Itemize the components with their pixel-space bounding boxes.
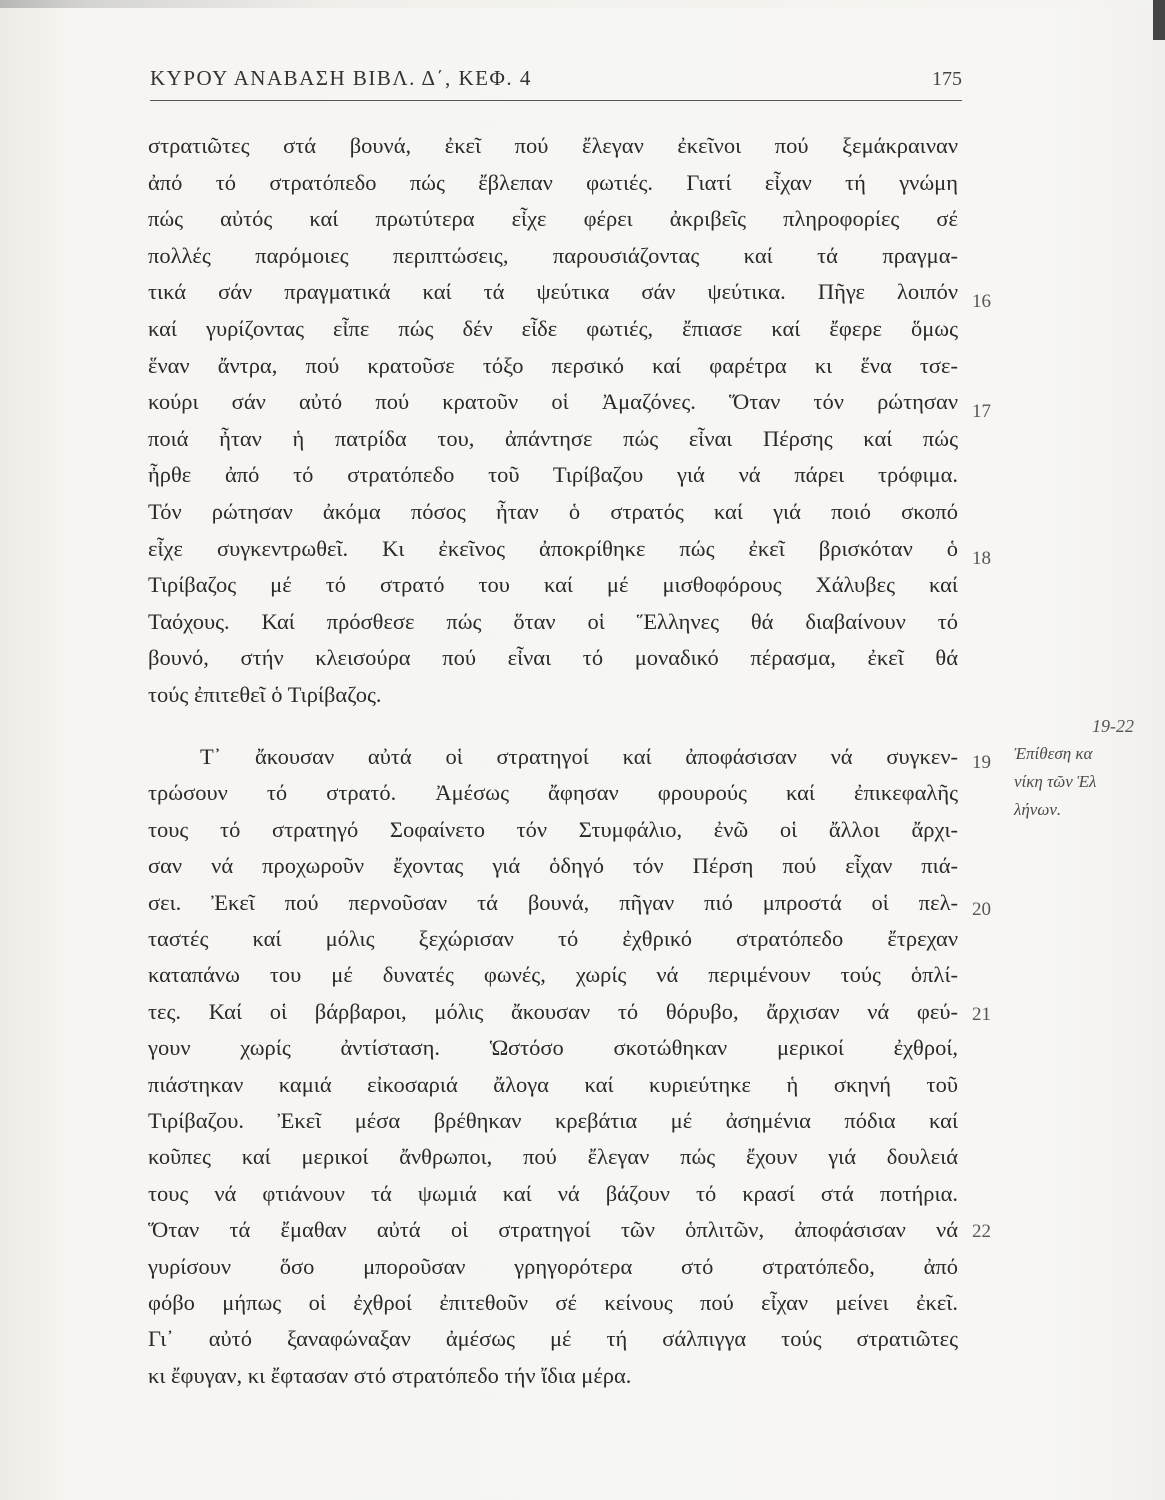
text-line: σαν νά προχωροῦν ἔχοντας γιά ὁδηγό τόν Πέρση πού εἶχαν πιά- xyxy=(148,853,958,879)
side-note-line: λήνων. xyxy=(1014,800,1062,819)
text-line: καί γυρίζοντας εἶπε πώς δέν εἶδε φωτιές, ἔπιασε καί ἔφερε ὅμως xyxy=(148,316,958,341)
section-number: 18 xyxy=(972,548,991,569)
section-number: 16 xyxy=(972,291,991,312)
text-line: βουνό, στήν κλεισούρα πού εἶναι τό μοναδικό πέρασμα, ἐκεῖ θά xyxy=(148,645,958,671)
text-line: γυρίσουν ὅσο μποροῦσαν γρηγορότερα στό στρατόπεδο, ἀπό xyxy=(148,1253,958,1279)
text-line: τες. Καί οἱ βάρβαροι, μόλις ἄκουσαν τό θόρυβο, ἄρχισαν νά φεύ- xyxy=(148,998,958,1024)
text-line: Τόν ρώτησαν ἀκόμα πόσος ἦταν ὁ στρατός καί γιά ποιό σκοπό xyxy=(148,499,958,524)
section-number: 21 xyxy=(972,1004,991,1025)
text-line: τούς ἐπιτεθεῖ ὁ Τιρίβαζος. xyxy=(148,682,382,707)
section-number: 17 xyxy=(972,401,991,422)
section-number: 20 xyxy=(972,899,991,920)
page-number: 175 xyxy=(932,68,962,90)
text-line: κούρι σάν αὐτό πού κρατοῦν οἱ Ἀμαζόνες. Ὅταν τόν ρώτησαν xyxy=(148,389,958,415)
text-line: Τ᾽ ἄκουσαν αὐτά οἱ στρατηγοί καί ἀποφάσισαν νά συγκεν- xyxy=(200,744,958,769)
text-line: ποιά ἦταν ἡ πατρίδα του, ἀπάντησε πώς εἶναι Πέρσης καί πώς xyxy=(148,425,958,451)
section-number: 22 xyxy=(972,1221,991,1242)
side-note-line: Ἐπίθεση κα xyxy=(1014,744,1093,763)
text-line: ἀπό τό στρατόπεδο πώς ἔβλεπαν φωτιές. Γιατί εἶχαν τή γνώμη xyxy=(148,169,958,195)
text-line: στρατιῶτες στά βουνά, ἐκεῖ πού ἔλεγαν ἐκεῖνοι πού ξεμάκραιναν xyxy=(148,133,958,158)
side-note-range: 19-22 xyxy=(1092,716,1134,736)
scan-edge xyxy=(1153,0,1165,40)
running-header xyxy=(150,66,962,101)
text-line: γουν χωρίς ἀντίσταση. Ὡστόσο σκοτώθηκαν μερικοί ἐχθροί, xyxy=(148,1035,958,1061)
text-line: τους τό στρατηγό Σοφαίνετο τόν Στυμφάλιο, ἐνῶ οἱ ἄλλοι ἄρχι- xyxy=(148,816,958,842)
text-line: πιάστηκαν καμιά εἰκοσαριά ἄλογα καί κυριεύτηκε ἡ σκηνή τοῦ xyxy=(148,1071,958,1097)
text-line: τρώσουν τό στρατό. Ἀμέσως ἄφησαν φρουρούς καί ἐπικεφαλῆς xyxy=(148,780,958,806)
text-line: Τιρίβαζος μέ τό στρατό του καί μέ μισθοφόρους Χάλυβες καί xyxy=(148,572,958,598)
text-line: ἦρθε ἀπό τό στρατόπεδο τοῦ Τιρίβαζου γιά νά πάρει τρόφιμα. xyxy=(148,462,958,488)
text-line: φόβο μήπως οἱ ἐχθροί ἐπιτεθοῦν σέ κείνους πού εἶχαν μείνει ἐκεῖ. xyxy=(148,1290,958,1315)
side-note-line: νίκη τῶν Ἑλ xyxy=(1014,772,1097,791)
text-line: πώς αὐτός καί πρωτύτερα εἶχε φέρει ἀκριβεῖς πληροφορίες σέ xyxy=(148,206,958,232)
text-line: πολλές παρόμοιες περιπτώσεις, παρουσιάζοντας καί τά πραγμα- xyxy=(148,242,958,268)
text-line: τικά σάν πραγματικά καί τά ψεύτικα σάν ψεύτικα. Πῆγε λοιπόν xyxy=(148,279,958,305)
text-line: Ταόχους. Καί πρόσθεσε πώς ὅταν οἱ Ἕλληνες θά διαβαίνουν τό xyxy=(148,608,958,634)
text-line: Γι᾽ αὐτό ξαναφώναξαν ἀμέσως μέ τή σάλπιγγα τούς στρατιῶτες xyxy=(148,1326,958,1352)
text-line: ταστές καί μόλις ξεχώρισαν τό ἐχθρικό στρατόπεδο ἔτρεχαν xyxy=(148,926,958,951)
text-line: κοῦπες καί μερικοί ἄνθρωποι, πού ἔλεγαν πώς ἔχουν γιά δουλειά xyxy=(148,1144,958,1170)
scan-shadow xyxy=(0,0,1165,8)
text-line: Ὅταν τά ἔμαθαν αὐτά οἱ στρατηγοί τῶν ὁπλιτῶν, ἀποφάσισαν νά xyxy=(148,1217,958,1243)
text-line: καταπάνω του μέ δυνατές φωνές, χωρίς νά περιμένουν τούς ὁπλί- xyxy=(148,962,958,988)
section-number: 19 xyxy=(972,752,991,773)
text-line: τους νά φτιάνουν τά ψωμιά καί νά βάζουν τό κρασί στά ποτήρια. xyxy=(148,1180,958,1206)
text-line: Τιρίβαζου. Ἐκεῖ μέσα βρέθηκαν κρεβάτια μέ ἀσημένια πόδια καί xyxy=(148,1108,958,1133)
text-line: κι ἔφυγαν, κι ἔφτασαν στό στρατόπεδο τήν ἴδια μέρα. xyxy=(148,1362,632,1388)
text-line: εἶχε συγκεντρωθεῖ. Κι ἐκεῖνος ἀποκρίθηκε πώς ἐκεῖ βρισκόταν ὁ xyxy=(148,535,958,561)
text-line: σει. Ἐκεῖ πού περνοῦσαν τά βουνά, πῆγαν πιό μπροστά οἱ πελ- xyxy=(148,889,958,915)
text-line: ἕναν ἄντρα, πού κρατοῦσε τόξο περσικό καί φαρέτρα κι ἕνα τσε- xyxy=(148,352,958,378)
running-title: ΚΥΡΟΥ ΑΝΑΒΑΣΗ ΒΙΒΛ. Δ΄, ΚΕΦ. 4 xyxy=(150,66,532,90)
